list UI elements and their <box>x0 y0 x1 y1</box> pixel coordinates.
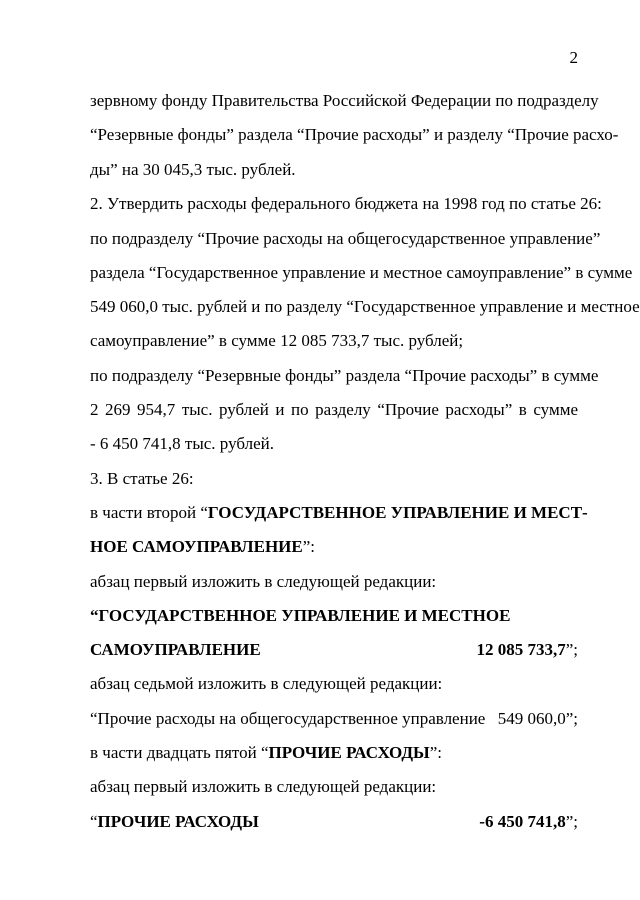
text-line: “Резервные фонды” раздела “Прочие расходы” и разделу “Прочие расхо- <box>90 125 619 144</box>
entry1-row <box>90 639 578 661</box>
part25-suffix: ”: <box>429 743 443 762</box>
entry2-amount: 549 060,0”; <box>497 709 578 728</box>
text-line: 2. Утвердить расходы федерального бюджета на 1998 год по статье 26: <box>90 194 602 213</box>
text-line: зервному фонду Правительства Российской Федерации по подразделу <box>90 91 599 110</box>
entry1-label: САМОУПРАВЛЕНИЕ <box>90 640 261 659</box>
text-line: самоуправление” в сумме 12 085 733,7 тыс. рублей; <box>90 331 464 350</box>
text-line: ды” на 30 045,3 тыс. рублей. <box>90 160 296 179</box>
part25-prefix: в части двадцать пятой “ <box>90 743 269 762</box>
part25-bold: ПРОЧИЕ РАСХОДЫ <box>268 743 430 762</box>
text-line: по подразделу “Резервные фонды” раздела “Прочие расходы” в сумме <box>90 366 599 385</box>
entry3-amount-suffix: ”; <box>565 812 578 831</box>
entry3-row <box>90 811 578 833</box>
entry2-row <box>90 708 578 730</box>
part2-suffix: ”: <box>302 537 316 556</box>
text-line: абзац первый изложить в следующей редакции: <box>90 572 437 591</box>
part2-bold2: НОЕ САМОУПРАВЛЕНИЕ <box>90 537 303 556</box>
part2-bold: ГОСУДАРСТВЕННОЕ УПРАВЛЕНИЕ И МЕСТ- <box>207 503 588 522</box>
part25-line <box>90 742 578 764</box>
entry1-amount-suffix: ”; <box>565 640 578 659</box>
part2-prefix: в части второй “ <box>90 503 208 522</box>
text-line: - 6 450 741,8 тыс. рублей. <box>90 434 274 453</box>
text-line: раздела “Государственное управление и местное самоуправление” в сумме <box>90 263 633 282</box>
entry3-amount: -6 450 741,8 <box>479 812 566 831</box>
entry3-label-prefix: “ <box>90 812 98 831</box>
page-number: 2 <box>569 48 578 67</box>
part2-line2 <box>90 536 578 558</box>
entry2-label: “Прочие расходы на общегосударственное управление <box>90 709 486 728</box>
text-line: 3. В статье 26: <box>90 469 194 488</box>
entry3-label: ПРОЧИЕ РАСХОДЫ <box>97 812 259 831</box>
part2-line <box>90 502 588 524</box>
text-line: абзац седьмой изложить в следующей редакции: <box>90 674 443 693</box>
entry1-title: “ГОСУДАРСТВЕННОЕ УПРАВЛЕНИЕ И МЕСТНОЕ <box>90 606 511 625</box>
text-line: абзац первый изложить в следующей редакции: <box>90 777 437 796</box>
text-line: по подразделу “Прочие расходы на общегосударственное управление” <box>90 229 601 248</box>
text-line: 549 060,0 тыс. рублей и по разделу “Государственное управление и местное <box>90 297 640 316</box>
entry1-amount: 12 085 733,7 <box>476 640 566 659</box>
text-line: 2 269 954,7 тыс. рублей и по разделу “Прочие расходы” в сумме <box>90 400 578 419</box>
